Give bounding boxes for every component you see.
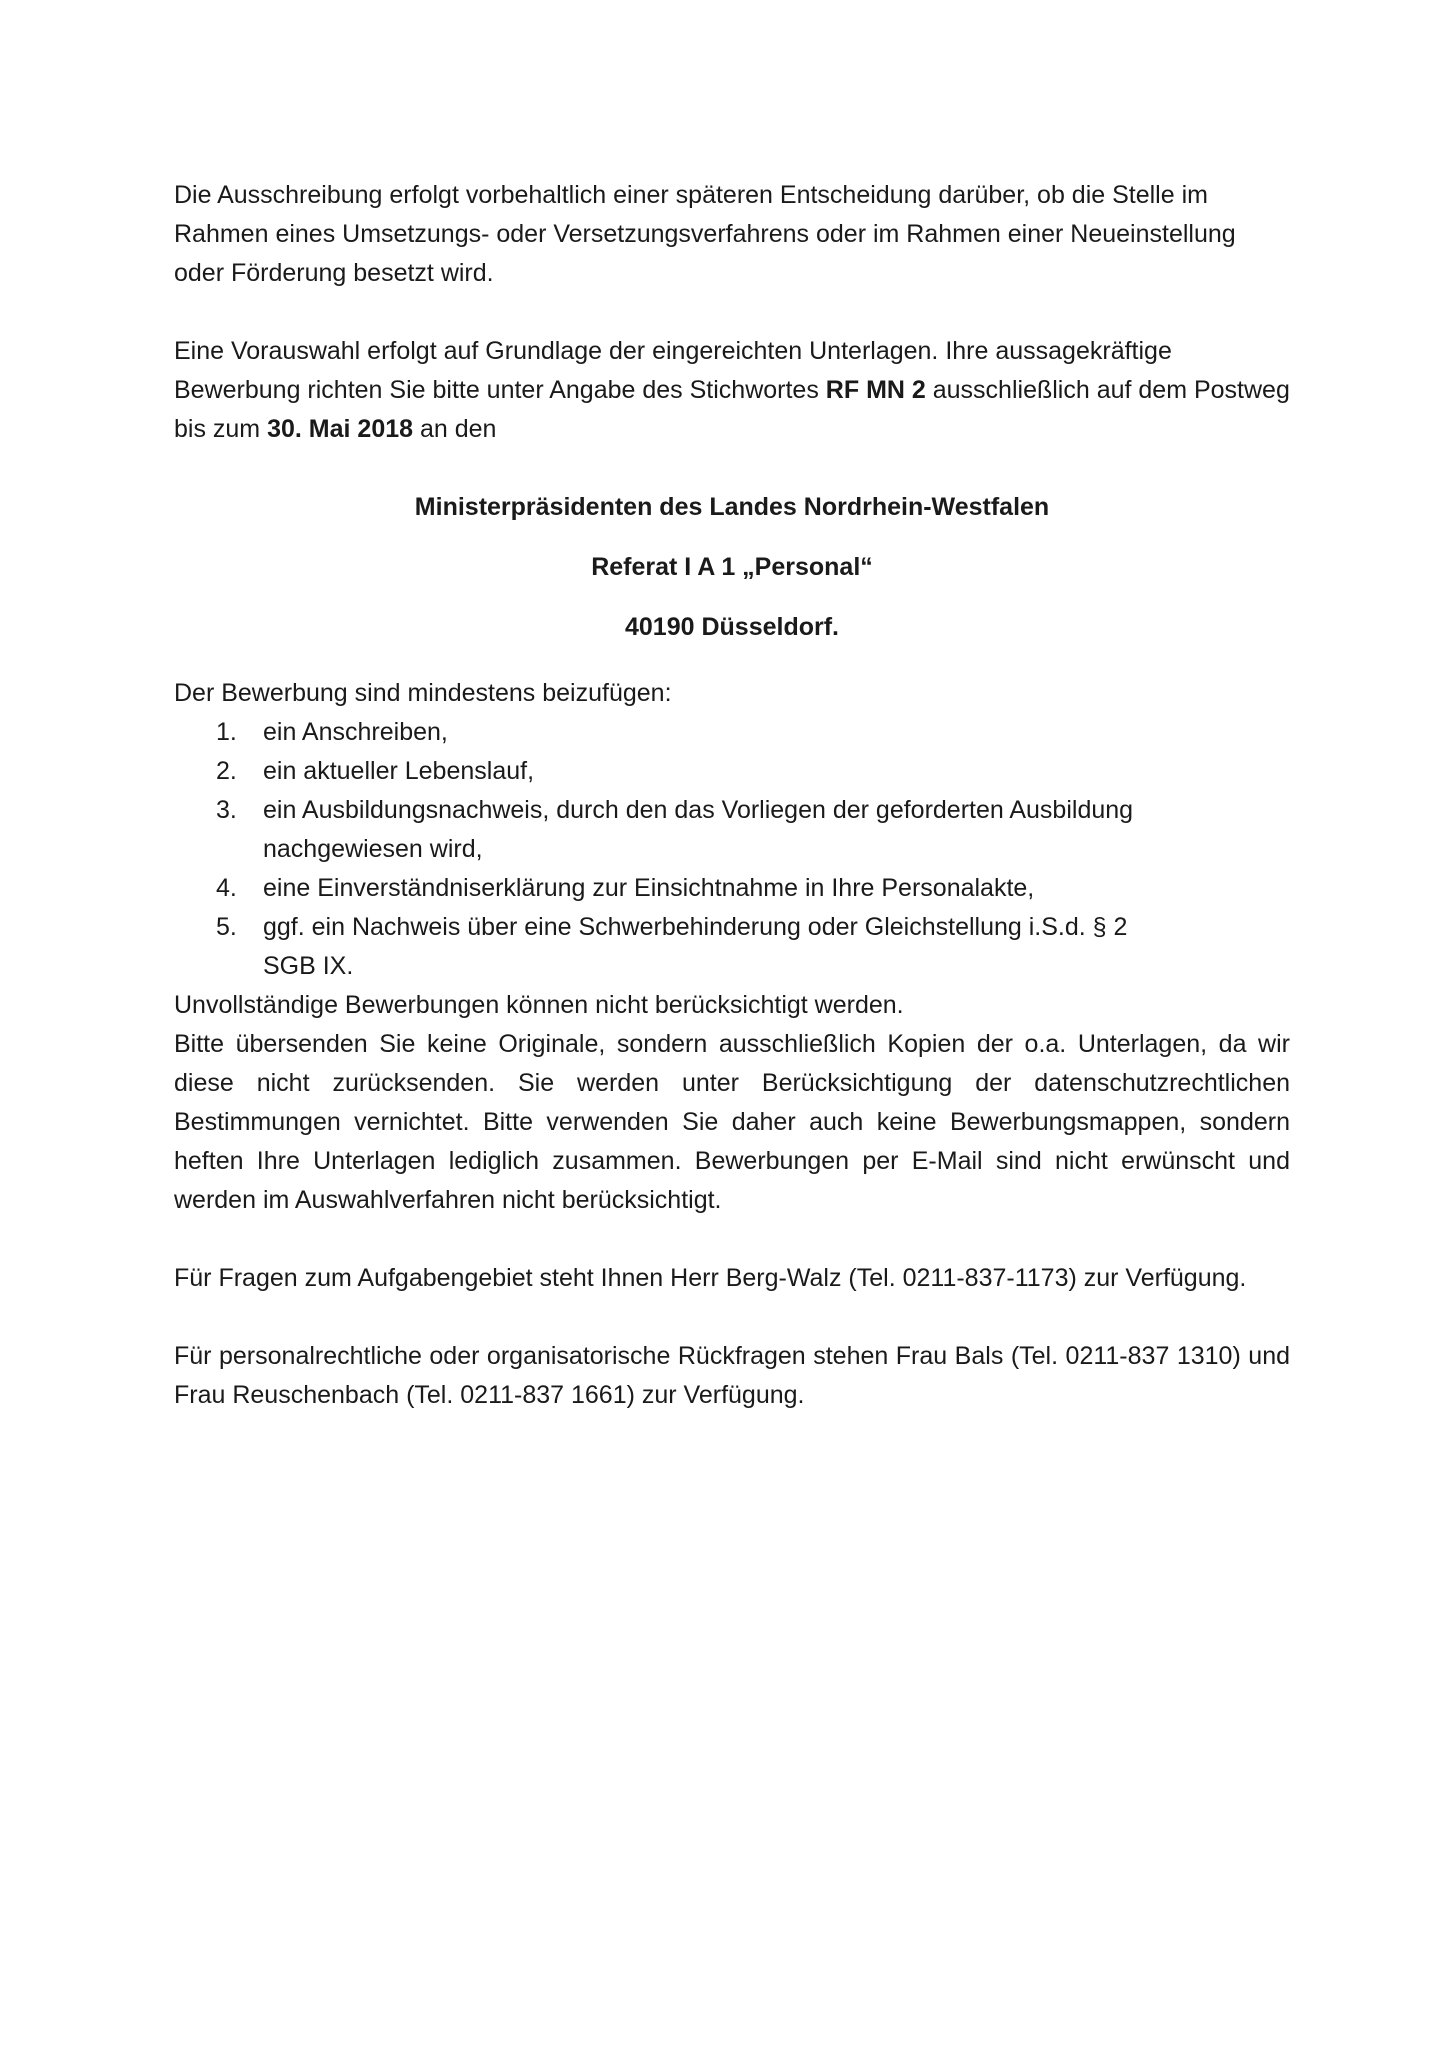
requirements-intro: Der Bewerbung sind mindestens beizufügen: bbox=[174, 679, 672, 707]
address-line-1: Ministerpräsidenten des Landes Nordrhein-Westfalen bbox=[414, 493, 1050, 521]
list-item bbox=[174, 752, 1290, 791]
recipient-address bbox=[174, 488, 1290, 668]
list-item bbox=[174, 908, 1290, 986]
list-item-text: ein aktueller Lebenslauf, bbox=[263, 757, 535, 785]
list-number: 2. bbox=[216, 757, 237, 785]
contact-hr: Für personalrechtliche oder organisatorische Rückfragen stehen Frau Bals (Tel. 0211-837 1310) und Frau Reuschenbach (Tel. 0211-837 1661) zur Verfügung. bbox=[174, 1342, 1290, 1409]
list-item-text: ggf. ein Nachweis über eine Schwerbehinderung oder Gleichstellung i.S.d. § 2 SGB IX. bbox=[263, 913, 1128, 980]
document-page bbox=[174, 176, 1290, 1454]
list-item-text: eine Einverständniserklärung zur Einsichtnahme in Ihre Personalakte, bbox=[263, 874, 1035, 902]
list-item bbox=[174, 869, 1290, 908]
contact-task: Für Fragen zum Aufgabengebiet steht Ihnen Herr Berg-Walz (Tel. 0211-837-1173) zur Verfügung. bbox=[174, 1264, 1247, 1292]
list-number: 3. bbox=[216, 796, 237, 824]
paragraph-reservation: Die Ausschreibung erfolgt vorbehaltlich einer späteren Entscheidung darüber, ob die Stelle im Rahmen eines Umsetzungs- oder Versetzungsverfahrens oder im Rahmen einer Neueinstellung oder Förderung besetzt wird. bbox=[174, 181, 1236, 287]
copies-note: Bitte übersenden Sie keine Originale, sondern ausschließlich Kopien der o.a. Unterlagen, da wir diese nicht zurücksenden. Sie werden unter Berücksichtigung der datenschutzrechtlichen Bestimmungen vernichtet. Bitte verwenden Sie daher auch keine Bewerbungsmappen, sondern heften Ihre Unterlagen lediglich zusammen. Bewerbungen per E-Mail sind nicht erwünscht und werden im Auswahlverfahren nicht berücksichtigt. bbox=[174, 1030, 1290, 1214]
list-number: 1. bbox=[216, 718, 237, 746]
incomplete-note: Unvollständige Bewerbungen können nicht berücksichtigt werden. bbox=[174, 991, 904, 1019]
instructions-text-2: ausschließlich auf dem Postweg bis zum bbox=[174, 376, 1290, 443]
instructions-text-3: an den bbox=[413, 415, 497, 443]
instructions-text-1: Eine Vorauswahl erfolgt auf Grundlage der eingereichten Unterlagen. Ihre aussagekräftige Bewerbung richten Sie bitte unter Angabe des Stichwortes bbox=[174, 337, 1172, 404]
list-item-text: ein Anschreiben, bbox=[263, 718, 448, 746]
paragraph-application-instructions bbox=[174, 332, 1290, 449]
list-item-text: ein Ausbildungsnachweis, durch den das Vorliegen der geforderten Ausbildung nachgewiesen wird, bbox=[263, 796, 1134, 863]
deadline: 30. Mai 2018 bbox=[267, 415, 414, 443]
list-number: 4. bbox=[216, 874, 237, 902]
list-item bbox=[174, 713, 1290, 752]
list-number: 5. bbox=[216, 913, 237, 941]
list-item bbox=[174, 791, 1290, 869]
requirements-list bbox=[174, 713, 1290, 986]
keyword: RF MN 2 bbox=[825, 376, 926, 404]
address-line-2: Referat I A 1 „Personal“ bbox=[591, 553, 873, 581]
address-line-3: 40190 Düsseldorf. bbox=[625, 613, 839, 641]
